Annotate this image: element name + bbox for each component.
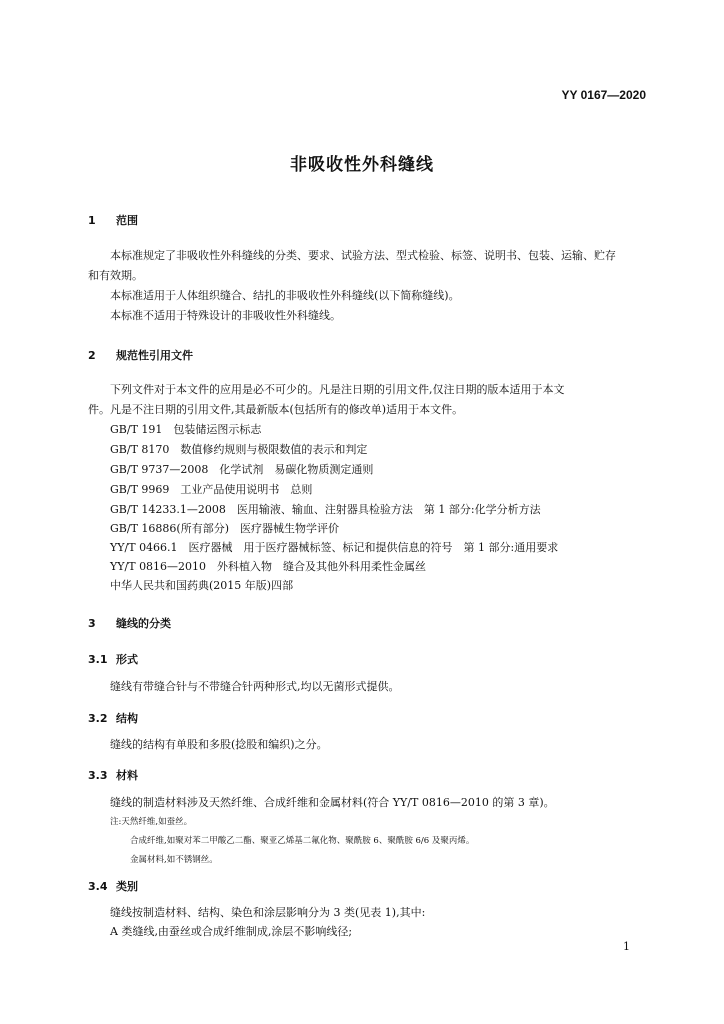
- section-number: 3: [88, 617, 96, 630]
- section-number: 3.1: [88, 653, 108, 666]
- section-title: 材料: [116, 769, 138, 782]
- reference-item: YY/T 0816—2010 外科植入物 缝合及其他外科用柔性金属丝: [110, 560, 427, 573]
- reference-item: 中华人民共和国药典(2015 年版)四部: [110, 579, 294, 592]
- section-title: 缝线的分类: [116, 617, 171, 630]
- paragraph: A 类缝线,由蚕丝或合成纤维制成,涂层不影响线径;: [110, 925, 353, 938]
- section-2-heading: [88, 347, 193, 363]
- section-title: 结构: [116, 712, 138, 725]
- note: 合成纤维,如聚对苯二甲酸乙二酯、聚亚乙烯基二氟化物、聚酰胺 6、聚酰胺 6/6 及聚丙烯。: [130, 836, 475, 846]
- paragraph: 缝线有带缝合针与不带缝合针两种形式,均以无菌形式提供。: [110, 680, 400, 693]
- section-title: 范围: [116, 214, 138, 227]
- section-title: 类别: [116, 880, 138, 893]
- note: 金属材料,如不锈钢丝。: [130, 855, 218, 865]
- page-number: 1: [623, 940, 630, 953]
- paragraph: 下列文件对于本文件的应用是必不可少的。凡是注日期的引用文件,仅注日期的版本适用于本文: [110, 383, 565, 396]
- subsection-3-3-heading: [88, 767, 138, 783]
- reference-item: GB/T 8170 数值修约规则与极限数值的表示和判定: [110, 443, 368, 456]
- reference-item: GB/T 191 包装储运图示标志: [110, 423, 262, 436]
- section-title: 形式: [116, 653, 138, 666]
- paragraph: 缝线的制造材料涉及天然纤维、合成纤维和金属材料(符合 YY/T 0816—2010 的第 3 章)。: [110, 796, 555, 809]
- paragraph: 件。凡是不注日期的引用文件,其最新版本(包括所有的修改单)适用于本文件。: [88, 403, 464, 416]
- paragraph: 本标准适用于人体组织缝合、结扎的非吸收性外科缝线(以下简称缝线)。: [110, 289, 460, 302]
- standard-number: YY 0167—2020: [561, 88, 646, 102]
- paragraph: 本标准规定了非吸收性外科缝线的分类、要求、试验方法、型式检验、标签、说明书、包装、运输、贮存: [110, 249, 616, 262]
- subsection-3-4-heading: [88, 878, 138, 894]
- reference-item: GB/T 16886(所有部分) 医疗器械生物学评价: [110, 522, 339, 535]
- section-number: 3.3: [88, 769, 108, 782]
- section-1-heading: [88, 212, 138, 228]
- reference-item: YY/T 0466.1 医疗器械 用于医疗器械标签、标记和提供信息的符号 第 1 部分:通用要求: [110, 541, 559, 554]
- paragraph: 和有效期。: [88, 269, 143, 282]
- reference-item: GB/T 14233.1—2008 医用输液、输血、注射器具检验方法 第 1 部分:化学分析方法: [110, 503, 541, 516]
- section-title: 规范性引用文件: [116, 349, 193, 362]
- subsection-3-1-heading: [88, 651, 138, 667]
- paragraph: 缝线按制造材料、结构、染色和涂层影响分为 3 类(见表 1),其中:: [110, 906, 426, 919]
- section-3-heading: [88, 615, 171, 631]
- document-title: 非吸收性外科缝线: [290, 155, 434, 175]
- note: 注:天然纤维,如蚕丝。: [110, 817, 193, 827]
- paragraph: 缝线的结构有单股和多股(捻股和编织)之分。: [110, 738, 328, 751]
- section-number: 3.4: [88, 880, 108, 893]
- subsection-3-2-heading: [88, 710, 138, 726]
- section-number: 2: [88, 349, 96, 362]
- section-number: 1: [88, 214, 96, 227]
- reference-item: GB/T 9737—2008 化学试剂 易碳化物质测定通则: [110, 463, 374, 476]
- section-number: 3.2: [88, 712, 108, 725]
- paragraph: 本标准不适用于特殊设计的非吸收性外科缝线。: [110, 309, 341, 322]
- reference-item: GB/T 9969 工业产品使用说明书 总则: [110, 483, 313, 496]
